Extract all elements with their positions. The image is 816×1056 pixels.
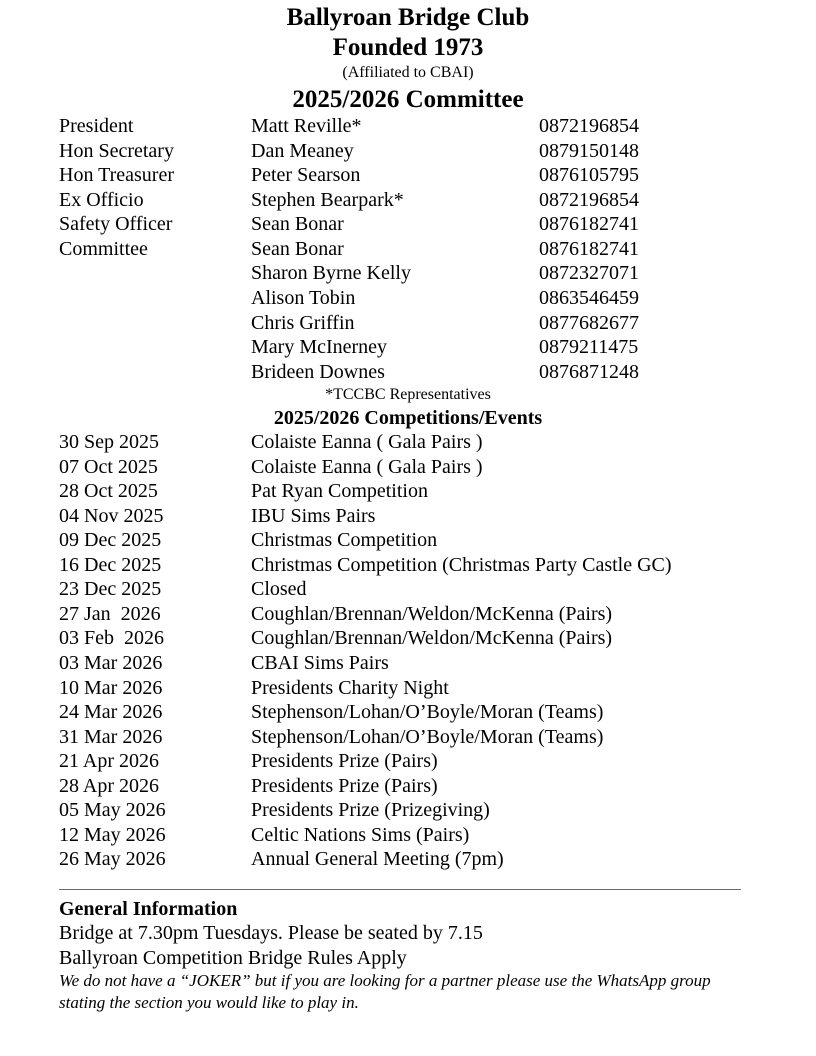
general-info-heading: General Information	[59, 898, 238, 920]
event-row	[0, 749, 816, 774]
general-info-partner-note: We do not have a “JOKER” but if you are looking for a partner please use the WhatsApp group stating the section you would like to play in.	[59, 971, 711, 1012]
phone: 0876105795	[539, 164, 639, 186]
event-row	[0, 725, 816, 750]
event-row	[0, 626, 816, 651]
event-date: 31 Mar 2026	[59, 726, 163, 748]
general-info-schedule: Bridge at 7.30pm Tuesdays. Please be seated by 7.15	[59, 922, 483, 944]
event-date: 28 Apr 2026	[59, 775, 159, 797]
event-date: 03 Mar 2026	[59, 652, 163, 674]
phone: 0876182741	[539, 213, 639, 235]
club-name-heading: Ballyroan Bridge Club	[286, 4, 530, 31]
member-name: Chris Griffin	[251, 312, 355, 334]
committee-row	[0, 114, 816, 139]
representatives-note: *TCCBC Representatives	[325, 386, 491, 403]
role: President	[59, 115, 134, 137]
event-row	[0, 798, 816, 823]
member-name: Sean Bonar	[251, 213, 344, 235]
member-name: Sharon Byrne Kelly	[251, 262, 411, 284]
event-name: Closed	[251, 578, 307, 600]
member-name: Brideen Downes	[251, 361, 385, 383]
event-name: Coughlan/Brennan/Weldon/McKenna (Pairs)	[251, 627, 613, 649]
events-heading: 2025/2026 Competitions/Events	[273, 407, 543, 429]
event-name: Presidents Charity Night	[251, 677, 449, 699]
event-row	[0, 528, 816, 553]
committee-heading: 2025/2026 Committee	[292, 86, 524, 113]
event-date: 16 Dec 2025	[59, 554, 162, 576]
member-name: Matt Reville*	[251, 115, 362, 137]
committee-row	[0, 163, 816, 188]
committee-row	[0, 286, 816, 311]
event-name: Christmas Competition (Christmas Party Castle GC)	[251, 554, 672, 576]
committee-row	[0, 261, 816, 286]
committee-row	[0, 188, 816, 213]
event-name: IBU Sims Pairs	[251, 505, 376, 527]
event-date: 24 Mar 2026	[59, 701, 163, 723]
event-row	[0, 676, 816, 701]
event-row	[0, 577, 816, 602]
phone: 0876182741	[539, 238, 639, 260]
event-date: 10 Mar 2026	[59, 677, 163, 699]
committee-row	[0, 335, 816, 360]
event-row	[0, 823, 816, 848]
affiliation-text: (Affiliated to CBAI)	[342, 64, 474, 81]
event-row	[0, 504, 816, 529]
phone: 0863546459	[539, 287, 639, 309]
event-row	[0, 700, 816, 725]
phone: 0879150148	[539, 140, 639, 162]
committee-row	[0, 311, 816, 336]
event-date: 05 May 2026	[59, 799, 166, 821]
event-name: Stephenson/Lohan/O’Boyle/Moran (Teams)	[251, 726, 604, 748]
event-date: 30 Sep 2025	[59, 431, 159, 453]
event-name: CBAI Sims Pairs	[251, 652, 389, 674]
event-date: 12 May 2026	[59, 824, 166, 846]
event-date: 03 Feb 2026	[59, 627, 164, 649]
event-row	[0, 553, 816, 578]
event-name: Celtic Nations Sims (Pairs)	[251, 824, 470, 846]
event-date: 28 Oct 2025	[59, 480, 158, 502]
role: Ex Officio	[59, 189, 144, 211]
event-date: 27 Jan 2026	[59, 603, 161, 625]
role: Hon Secretary	[59, 140, 174, 162]
event-name: Presidents Prize (Pairs)	[251, 775, 438, 797]
member-name: Dan Meaney	[251, 140, 354, 162]
event-date: 07 Oct 2025	[59, 456, 158, 478]
committee-row	[0, 212, 816, 237]
event-date: 04 Nov 2025	[59, 505, 164, 527]
event-row	[0, 847, 816, 872]
general-info-rules: Ballyroan Competition Bridge Rules Apply	[59, 947, 407, 969]
event-name: Presidents Prize (Prizegiving)	[251, 799, 490, 821]
committee-row	[0, 360, 816, 385]
member-name: Peter Searson	[251, 164, 361, 186]
member-name: Alison Tobin	[251, 287, 356, 309]
committee-row	[0, 237, 816, 262]
event-name: Stephenson/Lohan/O’Boyle/Moran (Teams)	[251, 701, 604, 723]
founded-heading: Founded 1973	[332, 34, 484, 61]
phone: 0872196854	[539, 189, 639, 211]
phone: 0879211475	[539, 336, 639, 358]
event-name: Pat Ryan Competition	[251, 480, 428, 502]
phone: 0872196854	[539, 115, 639, 137]
event-row	[0, 430, 816, 455]
section-divider	[59, 889, 741, 890]
committee-row	[0, 139, 816, 164]
event-name: Annual General Meeting (7pm)	[251, 848, 504, 870]
event-name: Colaiste Eanna ( Gala Pairs )	[251, 431, 483, 453]
event-date: 23 Dec 2025	[59, 578, 162, 600]
event-row	[0, 479, 816, 504]
event-row	[0, 774, 816, 799]
event-name: Christmas Competition	[251, 529, 438, 551]
member-name: Stephen Bearpark*	[251, 189, 404, 211]
role: Hon Treasurer	[59, 164, 174, 186]
role: Committee	[59, 238, 148, 260]
event-name: Presidents Prize (Pairs)	[251, 750, 438, 772]
event-name: Colaiste Eanna ( Gala Pairs )	[251, 456, 483, 478]
phone: 0872327071	[539, 262, 639, 284]
event-name: Coughlan/Brennan/Weldon/McKenna (Pairs)	[251, 603, 613, 625]
member-name: Mary McInerney	[251, 336, 388, 358]
event-date: 21 Apr 2026	[59, 750, 159, 772]
event-date: 26 May 2026	[59, 848, 166, 870]
member-name: Sean Bonar	[251, 238, 344, 260]
event-date: 09 Dec 2025	[59, 529, 162, 551]
phone: 0876871248	[539, 361, 639, 383]
role: Safety Officer	[59, 213, 173, 235]
event-row	[0, 651, 816, 676]
event-row	[0, 455, 816, 480]
phone: 0877682677	[539, 312, 639, 334]
event-row	[0, 602, 816, 627]
